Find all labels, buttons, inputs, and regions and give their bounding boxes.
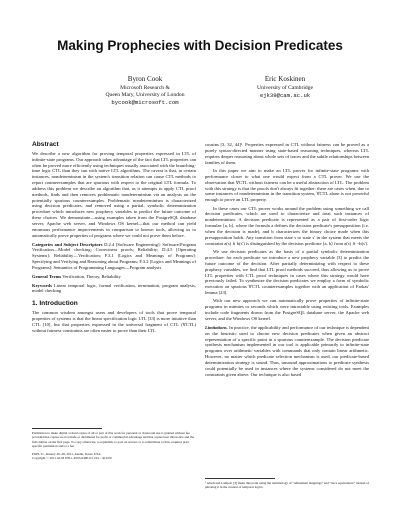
author-affiliation: Queen Mary, University of London — [105, 92, 185, 98]
author-name: Eric Koskinen — [264, 75, 306, 83]
terms-paragraph — [32, 274, 196, 280]
author-block — [70, 75, 220, 106]
author-email: ejk39@cam.ac.uk — [259, 92, 311, 99]
categories-text: D.2.4 [Software Engineering]: Software/Program Verification—Model checking; Correctness proofs; Reliability; D.4.5 [Operating Systems]: Reliability—Verification; F.3.1 [Logics and Meanings of Programs]: Specifying and Verifying and Reasoning about Programs; F.3.2 [Logics and Meanings of Programs]: Semantics of Programming Languages—Program analysis — [32, 241, 197, 270]
limitations-label: Limitations. — [205, 324, 228, 330]
author-name: Byron Cook — [127, 75, 163, 83]
permission-notice: Permission to make digital or hard copies of all or part of this work for personal or classroom use is granted without fee provided that copies are not made or distributed for profit or commercial advantage and that copies bear this notice and the full citation on the first page. To copy otherwise, to republish, to post on servers or to redistribute to lists, requires prior specific permission and/or a fee. — [32, 431, 195, 449]
body-paragraph: With our new approach we can automatically prove properties of infinite-state programs in minutes or seconds which were intractable using existing tools. Examples include code fragments drawn from the PostgreSQL database server, the Apache web server, and the Windows OS kernel. — [205, 298, 369, 321]
venue-line: POPL'11, January 26–28, 2011, Austin, Texas, USA. — [32, 451, 102, 456]
abstract-text: We describe a new algorithm for proving temporal properties expressed in LTL of infinite-state programs. Our approach takes advantage of the fact that LTL properties can often be proved more efficiently using techniques usually associated with the branching-time logic CTL than they can with native LTL algorithms. The caveat is that, in certain instances, nondeterminism in the system's transition relation can cause CTL methods to report counterexamples that are spurious with respect to the original LTL formula. To address this problem we describe an algorithm that, as it attempts to apply CTL proof methods, finds and then removes problematic nondeterminism via an analysis on the potentially spurious counterexamples. Problematic nondeterminism is characterized using decision predicates, and removed using a partial, symbolic determinization procedure which introduces new prophecy variables to predict the future outcome of these choices. We demonstrate—using examples taken from the PostgreSQL database server, Apache web server, and Windows OS kernel—that our method can yield enormous performance improvements in comparison to known tools, allowing us to automatically prove properties of programs where we could not prove them before. — [32, 150, 196, 238]
right-column — [205, 142, 369, 380]
author-affiliation: University of Cambridge — [257, 85, 313, 91]
body-paragraph: In this paper we aim to make an LTL prover for infinite-state programs with performance closer to what one would expect from a CTL prover. We use the observation that ∀CTL without fairness can be a useful abstraction of LTL. The problem with this strategy is that the proofs don't always fit together: there are cases when, due to some instances of nondeterminism in the transition system, ∀CTL alone is not powerful enough to prove an LTL property. — [205, 167, 369, 203]
paper-title: Making Prophecies with Decision Predicates — [57, 38, 343, 53]
intro-heading: 1. Introduction — [32, 300, 78, 308]
permission-block — [32, 431, 196, 460]
author-email: bycook@microsoft.com — [111, 99, 179, 106]
abstract-heading: Abstract — [32, 141, 59, 148]
author-affiliation: Microsoft Research & — [120, 85, 170, 91]
footnote: ¹ Abadi and Lamport [3] make this point using the terminology of "refinement mappings" and "trace equivalence" instead of phrasing it in the context of temporal logics. — [205, 481, 369, 490]
copyright-line: Copyright © 2011 ACM 978-1-4503-0490-0/11/01... $10.00 — [32, 456, 112, 461]
keywords-label: Keywords — [32, 282, 52, 288]
limitations-text: In practice, the applicability and performance of our technique is dependent on the heuristic used to choose new decision predicates when given an abstract representation of a specific point in a spurious counterexample. The decision predicate synthesis mechanism implemented in our tool is applicable primarily to infinite-state programs over arithmetic variables with commands that only contain linear arithmetic. However, no matter which predicate selection mechanism is used, our predicate-based determinization strategy is sound. Thus, unsound approximations to predicate synthesis could potentially be used in instances where the systems considered do not meet the constraints given above. Our technique is also based — [205, 324, 369, 377]
footnote-rule — [205, 478, 275, 479]
categories-paragraph — [32, 242, 196, 271]
body-paragraph: We use decision predicates as the basis of a partial symbolic determinization procedure: for each predicate we introduce a new prophecy variable [3] to predict the future outcome of the decision. After partially determinizing with respect to these prophecy variables, we find that LTL proof methods succeed, thus allowing us to prove LTL properties with CTL proof techniques in cases where this strategy would have previously failed. To synthesize the decision predicates we employ a form of symbolic execution on spurious ∀CTL counterexamples together with an application of Farkas' lemma [23]. — [205, 249, 369, 296]
intro-text: The common wisdom amongst users and developers of tools that prove temporal properties of systems is that the linear specification logic LTL [33] is more intuitive than CTL [10], but that properties expressed in the universal fragment of CTL (∀CTL) without fairness constraints are often easier to prove than their LTL — [32, 310, 196, 333]
categories-label: Categories and Subject Descriptors — [32, 241, 103, 247]
terms-label: General Terms — [32, 273, 62, 279]
author-block — [210, 75, 360, 99]
keywords-text: Linear temporal logic, formal verification, termination, program analysis, model checking — [32, 282, 196, 294]
limitations-paragraph — [205, 325, 369, 378]
keywords-paragraph — [32, 283, 196, 295]
left-column — [32, 142, 196, 336]
body-paragraph: cousins [3, 32, 44]¹. Properties expressed in CTL without fairness can be proved as a purely syntax-directed manner using state-based reasoning techniques, whereas LTL requires deeper reasoning about whole sets of traces and the subtle relationships between families of them. — [205, 142, 369, 165]
body-paragraph: In these cases our CTL prover works around the problem using something we call decision predicates, which are used to characterize and treat such instances of nondeterminism. A decision predicate is represented as a pair of first-order logic formulae ⟨a, b⟩, where the formula a defines the decision predicate's presupposition (i.e. when the decision is made), and b characterizes the binary choice made when this presupposition holds. Any transition from state s to state s' in the system that meets the constraint a(s) ∧ b(s') is distinguished by the decision predicate ⟨a, b⟩ from a(s) ∧ ¬b(s'). — [205, 205, 369, 246]
permission-rule — [32, 428, 102, 429]
terms-text: Verification, Theory, Reliability — [62, 273, 121, 279]
